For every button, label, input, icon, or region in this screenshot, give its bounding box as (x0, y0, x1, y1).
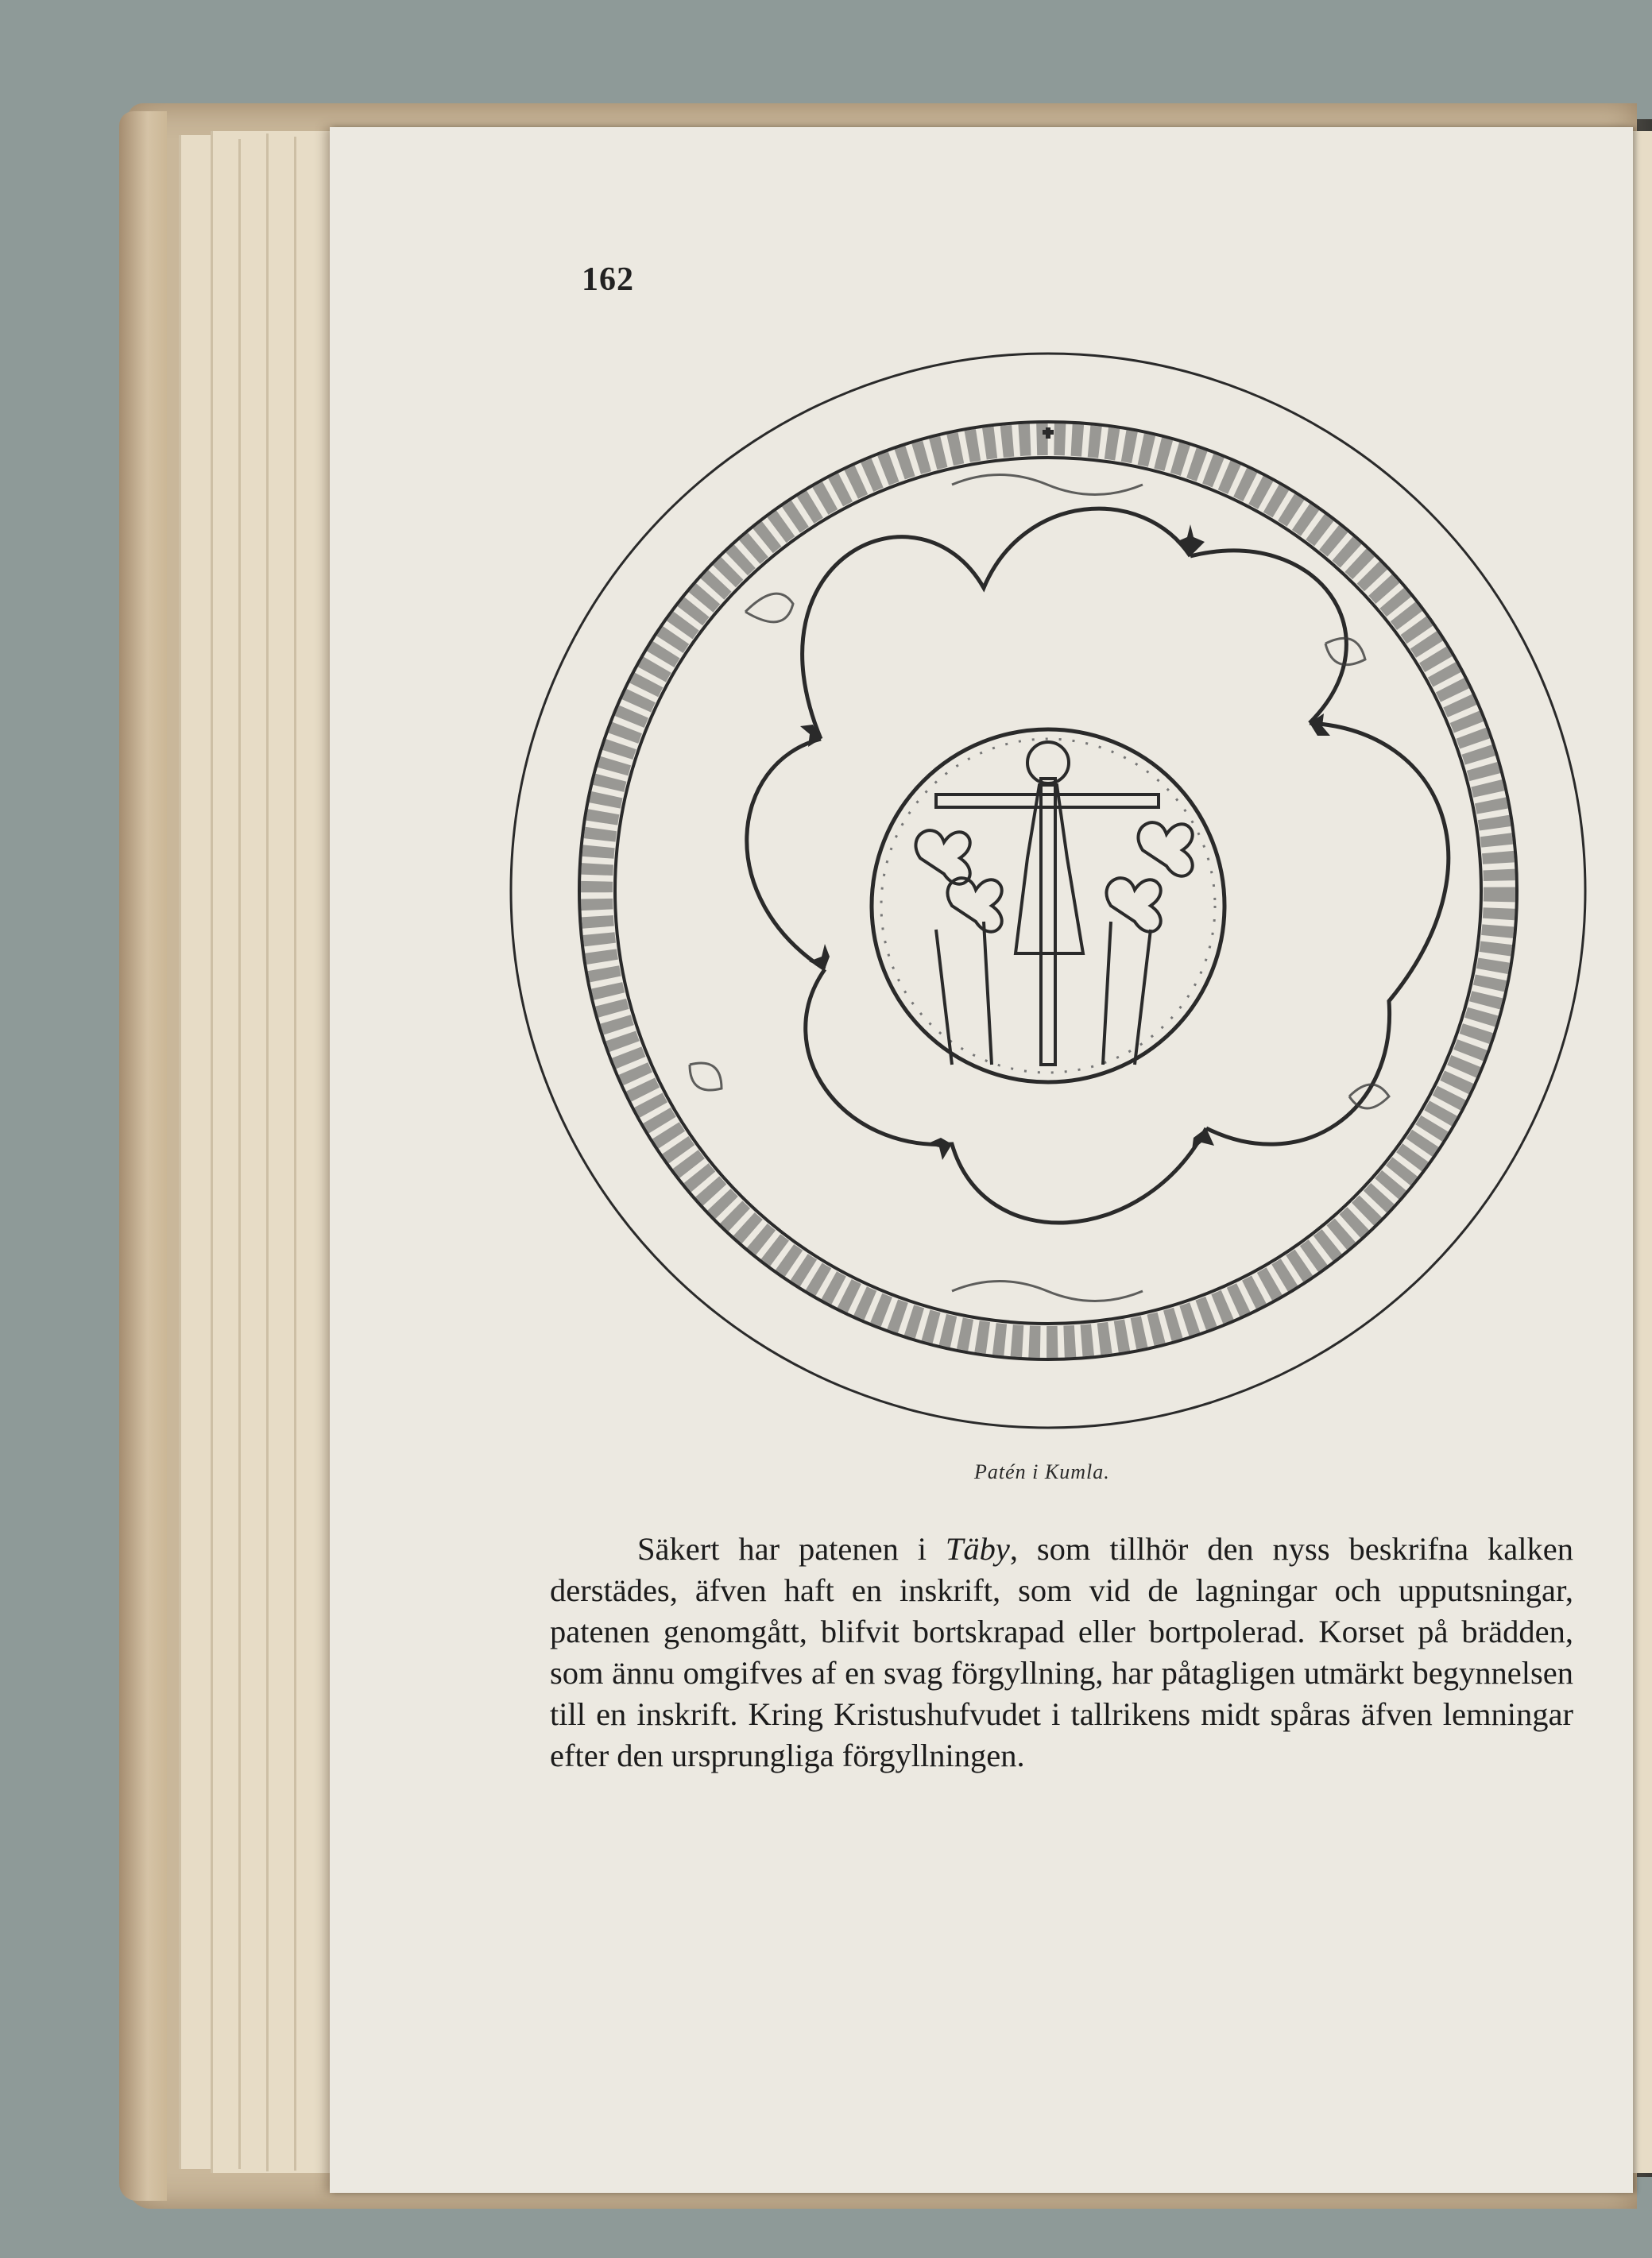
figure-caption: Patén i Kumla. (974, 1460, 1110, 1483)
text-segment: , som tillhör den nyss beskrifna kalken derstädes, äfven haft en inskrift, som vid de lagningar och upputsningar, patenen genomgått, blifvit bortskrapad eller bortpolerad. Korset på brädden, som ännu omgifves af en svag förgyllning, har påtagligen utmärkt begynnelsen till en inskrift. Kring Kristushufvudet i tallrikens midt spåras äfven lemningar efter den ursprungliga förgyllningen. (550, 1531, 1573, 1773)
body-paragraph (550, 1529, 1573, 1777)
page-number: 162 (582, 261, 634, 298)
book-spine (119, 111, 167, 2201)
place-name: Täby (945, 1531, 1010, 1567)
text-segment: Säkert har patenen i (637, 1531, 946, 1567)
paten-engraving-icon (507, 350, 1589, 1432)
